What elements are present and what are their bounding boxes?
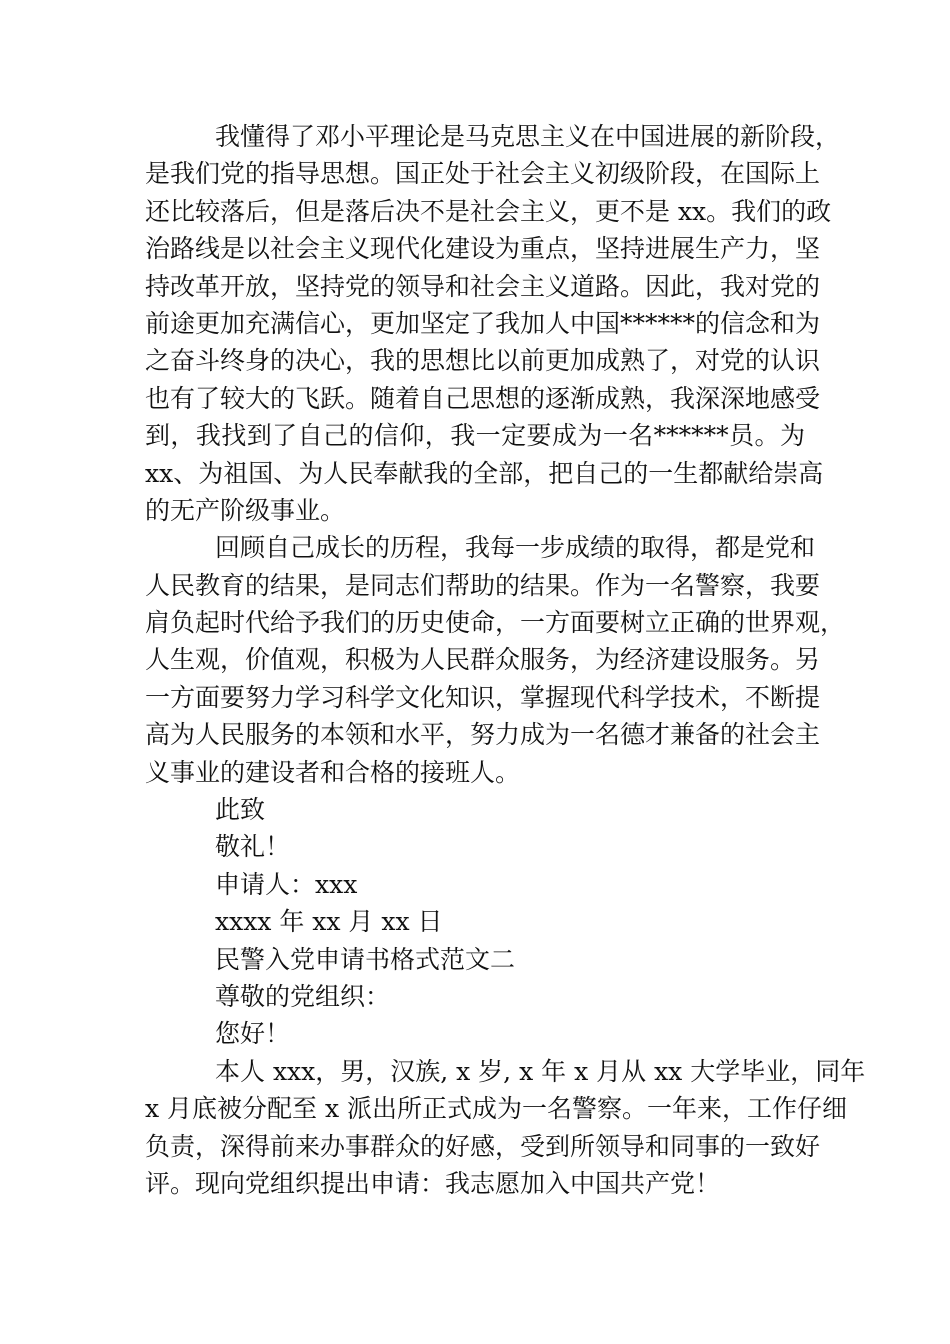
text-line: x 月底被分配至 x 派出所正式成为一名警察。一年来，工作仔细 [145,1094,848,1124]
application-date: xxxx 年 xx 月 xx 日 [215,907,443,937]
text-line: 肩负起时代给予我们的历史使命，一方面要树立正确的世界观， [145,608,846,638]
text-line: 人民教育的结果，是同志们帮助的结果。作为一名警察，我要 [145,570,821,600]
text-line: 负责，深得前来办事群众的好感，受到所领导和同事的一致好 [145,1131,821,1161]
text-line: 之奋斗终身的决心，我的思想比以前更加成熟了，对党的认识 [145,346,821,376]
closing-salute: 敬礼！ [215,832,291,862]
text-line: 我懂得了邓小平理论是马克思主义在中国进展的新阶段， [215,122,841,151]
applicant-signature: 申请人：xxx [215,869,358,899]
section-title: 民警入党申请书格式范文二 [215,944,516,974]
text-line: 义事业的建设者和合格的接班人。 [145,757,521,787]
text-line: 本人 xxx，男，汉族, x 岁, x 年 x 月从 xx 大学毕业，同年 [215,1056,866,1086]
salutation: 尊敬的党组织： [215,981,391,1011]
paragraph-3 [145,1053,866,1203]
text-line: 的无产阶级事业。 [145,495,346,525]
text-line: 也有了较大的飞跃。随着自己思想的逐渐成熟，我深深地感受 [145,383,821,413]
greeting: 您好！ [215,1019,291,1049]
text-line: 回顾自己成长的历程，我每一步成绩的取得，都是党和 [215,533,816,563]
text-line: 到，我找到了自己的信仰，我一定要成为一名******员。为 [145,421,805,451]
closing-phrase: 此致 [215,795,266,825]
text-line: xx、为祖国、为人民奉献我的全部，把自己的一生都献给崇高 [145,458,824,488]
paragraph-2 [145,529,846,791]
text-line: 人生观，价值观，积极为人民群众服务，为经济建设服务。另 [145,645,821,675]
text-line: 高为人民服务的本领和水平，努力成为一名德才兼备的社会主 [145,720,821,750]
text-line: 是我们党的指导思想。国正处于社会主义初级阶段，在国际上 [145,159,821,189]
text-line: 一方面要努力学习科学文化知识，掌握现代科学技术，不断提 [145,682,821,712]
document-body [145,118,866,1202]
paragraph-1 [145,118,841,529]
text-line: 治路线是以社会主义现代化建设为重点，坚持进展生产力，坚 [145,234,821,264]
text-line: 前途更加充满信心，更加坚定了我加人中国******的信念和为 [145,308,821,338]
text-line: 还比较落后，但是落后决不是社会主义，更不是 xx。我们的政 [145,196,832,226]
text-line: 持改革开放，坚持党的领导和社会主义道路。因此，我对党的 [145,271,821,301]
text-line: 评。现向党组织提出申请：我志愿加入中国共产党！ [145,1168,721,1198]
